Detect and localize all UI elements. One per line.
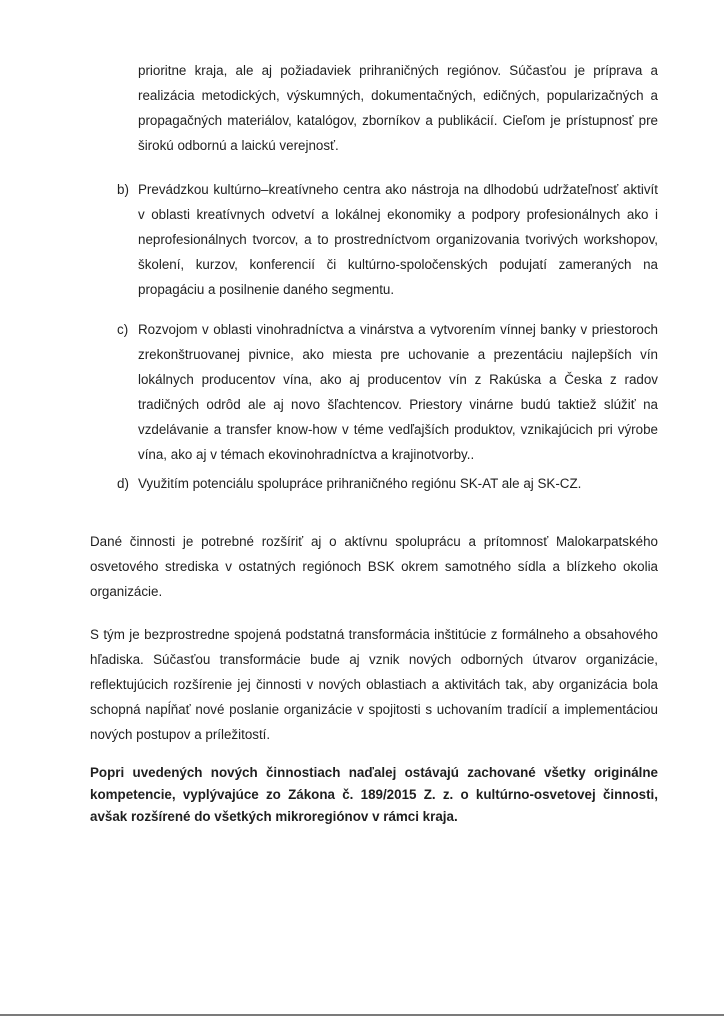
list-marker: d) <box>117 476 129 491</box>
list-item-text: Rozvojom v oblasti vinohradníctva a vinárstva a vytvorením vínnej banky v priestoroch zrekonštruovanej pivnice, ako miesta pre uchovanie a prezentáciu najlepších vín lokálnych producentov vína, ako aj producentov vín z Rakúska a Česka z radov tradičných odrôd ale aj novo šľachtencov. Priestory vinárne budú taktiež slúžiť na vzdelávanie a transfer know-how v téme vedľajších produktov, vznikajúcich pri výrobe vína, ako aj v témach ekovinohradníctva a krajinotvorby.. <box>138 322 658 462</box>
intro-paragraph: prioritne kraja, ale aj požiadaviek prihraničných regiónov. Súčasťou je príprava a realizácia metodických, výskumných, dokumentačných, edičných, popularizačných a propagačných materiálov, katalógov, zborníkov a publikácií. Cieľom je prístupnosť pre širokú odbornú a laickú verejnosť. <box>138 63 658 153</box>
list-item-b <box>117 177 658 302</box>
paragraph-transformation: S tým je bezprostredne spojená podstatná transformácia inštitúcie z formálneho a obsahového hľadiska. Súčasťou transformácie bude aj vznik nových odborných útvarov organizácie, reflektujúcich rozšírenie jej činnosti v nových oblastiach a aktivitách tak, aby organizácia bola schopná napĺňať nové poslanie organizácie v spojitosti s uchovaním tradícií a implementáciou nových postupov a príležitostí. <box>90 627 658 742</box>
list-marker: b) <box>117 182 129 197</box>
paragraph-competences: Popri uvedených nových činnostiach naďalej ostávajú zachované všetky originálne kompetencie, vyplývajúce zo Zákona č. 189/2015 Z. z. o kultúrno-osvetovej činnosti, avšak rozšírené do všetkých mikroregiónov v rámci kraja. <box>90 765 658 824</box>
scan-edge-line <box>0 1014 724 1016</box>
list-item-text: Využitím potenciálu spolupráce prihraničného regiónu SK-AT ale aj SK-CZ. <box>138 476 582 491</box>
list-item-text: Prevádzkou kultúrno–kreatívneho centra ako nástroja na dlhodobú udržateľnosť aktivít v oblasti kreatívnych odvetví a lokálnej ekonomiky a podpory profesionálnych ako i neprofesionálnych tvorcov, a to prostredníctvom organizovania tvorivých workshopov, školení, kurzov, konferencií či kultúrno-spoločenských podujatí zameraných na propagáciu a posilnenie daného segmentu. <box>138 182 658 297</box>
paragraph-cooperation: Dané činnosti je potrebné rozšíriť aj o aktívnu spoluprácu a prítomnosť Malokarpatského osvetového strediska v ostatných regiónoch BSK okrem samotného sídla a blízkeho okolia organizácie. <box>90 534 658 599</box>
list-item-c <box>117 317 658 467</box>
list-marker: c) <box>117 322 129 337</box>
list-item-d <box>117 471 658 496</box>
